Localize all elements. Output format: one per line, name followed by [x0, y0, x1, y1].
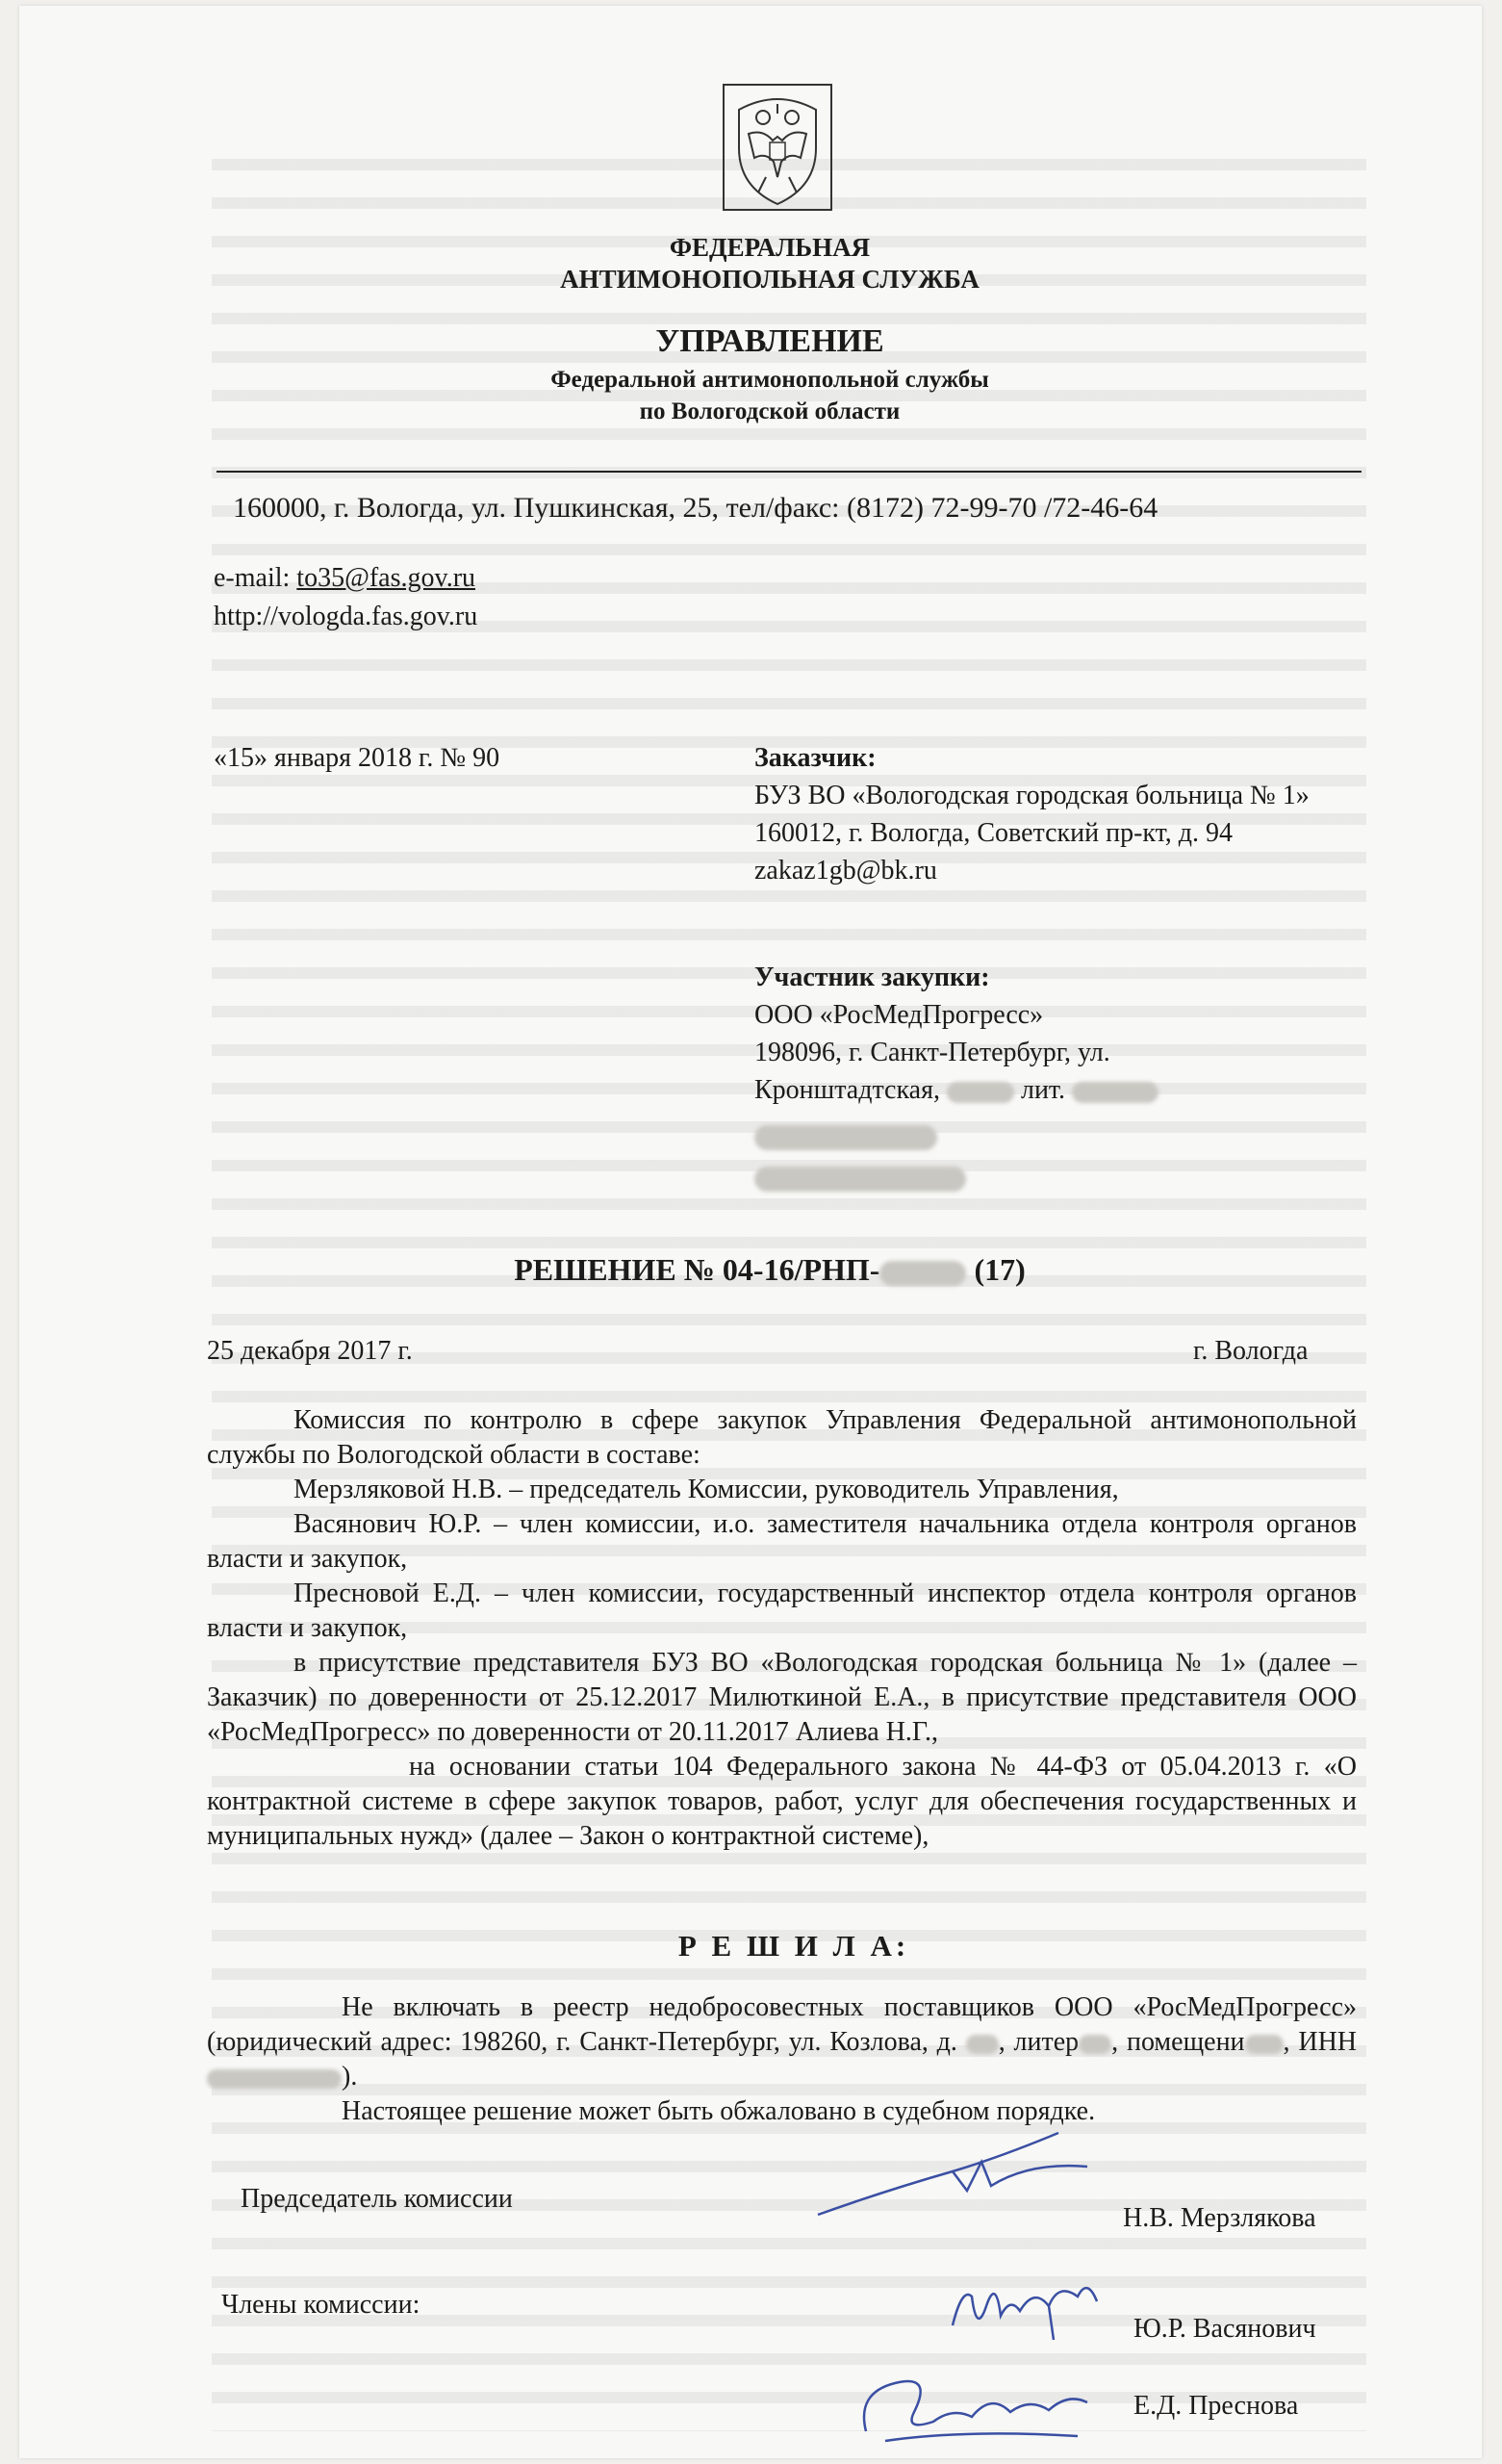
department-line-1: Федеральной антимонопольной службы: [550, 367, 989, 393]
agency-address: 160000, г. Вологда, ул. Пушкинская, 25, тел/факс: (8172) 72-99-70 /72-46-64: [233, 492, 1158, 524]
department-line-2: по Вологодской области: [639, 398, 901, 424]
resolution-text: , ИНН: [1283, 2027, 1358, 2057]
customer-address: 160012, г. Вологда, Советский пр-кт, д. 94: [754, 818, 1234, 848]
agency-line-1: ФЕДЕРАЛЬНАЯ: [669, 233, 871, 262]
resolution-paragraph: Настоящее решение может быть обжаловано в судебном порядке.: [342, 2096, 1096, 2126]
customer-label: Заказчик:: [754, 743, 877, 773]
participant-building: лит.: [1013, 1075, 1073, 1105]
decision-body: [207, 1403, 1357, 1854]
chair-name: Н.В. Мерзлякова: [1123, 2203, 1316, 2233]
decision-city: г. Вологда: [1193, 1336, 1309, 1366]
department-subtitle: [366, 364, 1174, 427]
paragraph: на основании статьи 104 Федерального закона № 44-ФЗ от 05.04.2013 г. «О контрактной системе в сфере закупок товаров, работ, услуг для обеспечения государственных и муниципальных нужд» (далее – Закон о контрактной системе),: [207, 1752, 1357, 1851]
member2-name: Е.Д. Преснова: [1133, 2391, 1299, 2421]
redaction: [207, 2069, 342, 2089]
resolution-text: Не включать в реестр недобросовестных поставщиков ООО «РосМедПрогресс» (юридический адрес: 198260, г. Санкт-Петербург, ул. Козлова, д.: [207, 1992, 1357, 2057]
redaction: [754, 1125, 937, 1150]
customer-email: zakaz1gb@bk.ru: [754, 856, 937, 886]
agency-name: [462, 232, 1078, 295]
redaction: [947, 1082, 1014, 1103]
participant-block: [754, 959, 1370, 1195]
agency-contacts: [214, 559, 477, 636]
members-label: Члены комиссии:: [221, 2290, 420, 2320]
participant-label: Участник закупки:: [754, 962, 990, 992]
chair-signature: [808, 2123, 1097, 2229]
redaction: [1072, 1082, 1158, 1103]
redaction: [1245, 2035, 1284, 2054]
participant-street: Кронштадтская,: [754, 1075, 947, 1105]
email-label: e-mail:: [214, 563, 297, 593]
website-link[interactable]: http://vologda.fas.gov.ru: [214, 602, 478, 631]
header-divider: [216, 471, 1362, 473]
coat-of-arms-emblem: [720, 81, 835, 214]
decision-title: [192, 1252, 1347, 1288]
paragraph: Мерзляковой Н.В. – председатель Комиссии, руководитель Управления,: [293, 1475, 1119, 1504]
paragraph: в присутствие представителя БУЗ ВО «Вологодская городская больница № 1» (далее – Заказчик) по доверенности от 25.12.2017 Милюткиной Е.А., в присутствие представителя ООО «РосМедПрогресс» по доверенности от 20.11.2017 Алиева Н.Г.,: [207, 1648, 1357, 1747]
department-title: УПРАВЛЕНИЕ: [655, 323, 884, 359]
redaction: [1079, 2035, 1111, 2054]
chair-label: Председатель комиссии: [241, 2184, 513, 2214]
participant-address-line2: [754, 1071, 1370, 1109]
member2-signature: [847, 2354, 1097, 2451]
customer-block: [754, 739, 1370, 889]
redaction: [966, 2035, 999, 2054]
paragraph: Пресновой Е.Д. – член комиссии, государственный инспектор отдела контроля органов власти и закупок,: [207, 1578, 1357, 1643]
decision-title-text: РЕШЕНИЕ № 04-16/РНП-: [514, 1252, 880, 1287]
resolution-text: , литер: [998, 2027, 1080, 2057]
participant-address-line1: 198096, г. Санкт-Петербург, ул.: [754, 1038, 1110, 1067]
resolution-paragraph: [207, 1990, 1357, 2094]
paragraph: Васянович Ю.Р. – член комиссии, и.о. заместителя начальника отдела контроля органов власти и закупок,: [207, 1509, 1357, 1574]
paragraph: Комиссия по контролю в сфере закупок Управления Федеральной антимонопольной службы по Вологодской области в составе:: [207, 1405, 1357, 1470]
resolution-text: , помещени: [1111, 2027, 1245, 2057]
decision-title-suffix: (17): [966, 1252, 1026, 1287]
redaction: [879, 1261, 966, 1286]
email-link[interactable]: to35@fas.gov.ru: [296, 563, 476, 593]
resolution-body: [207, 1990, 1357, 2129]
decision-date: 25 декабря 2017 г.: [207, 1336, 413, 1366]
customer-name: БУЗ ВО «Вологодская городская больница № 1»: [754, 781, 1310, 810]
redaction: [754, 1167, 966, 1192]
agency-line-2: АНТИМОНОПОЛЬНАЯ СЛУЖБА: [560, 265, 980, 294]
member1-name: Ю.Р. Васянович: [1133, 2314, 1316, 2344]
outgoing-date-number: «15» января 2018 г. № 90: [214, 743, 500, 773]
member1-signature: [943, 2258, 1135, 2345]
participant-name: ООО «РосМедПрогресс»: [754, 1000, 1044, 1030]
decided-heading: Р Е Ш И Л А:: [677, 1929, 910, 1963]
resolution-text: ).: [342, 2062, 358, 2092]
document-page: [19, 6, 1482, 2458]
